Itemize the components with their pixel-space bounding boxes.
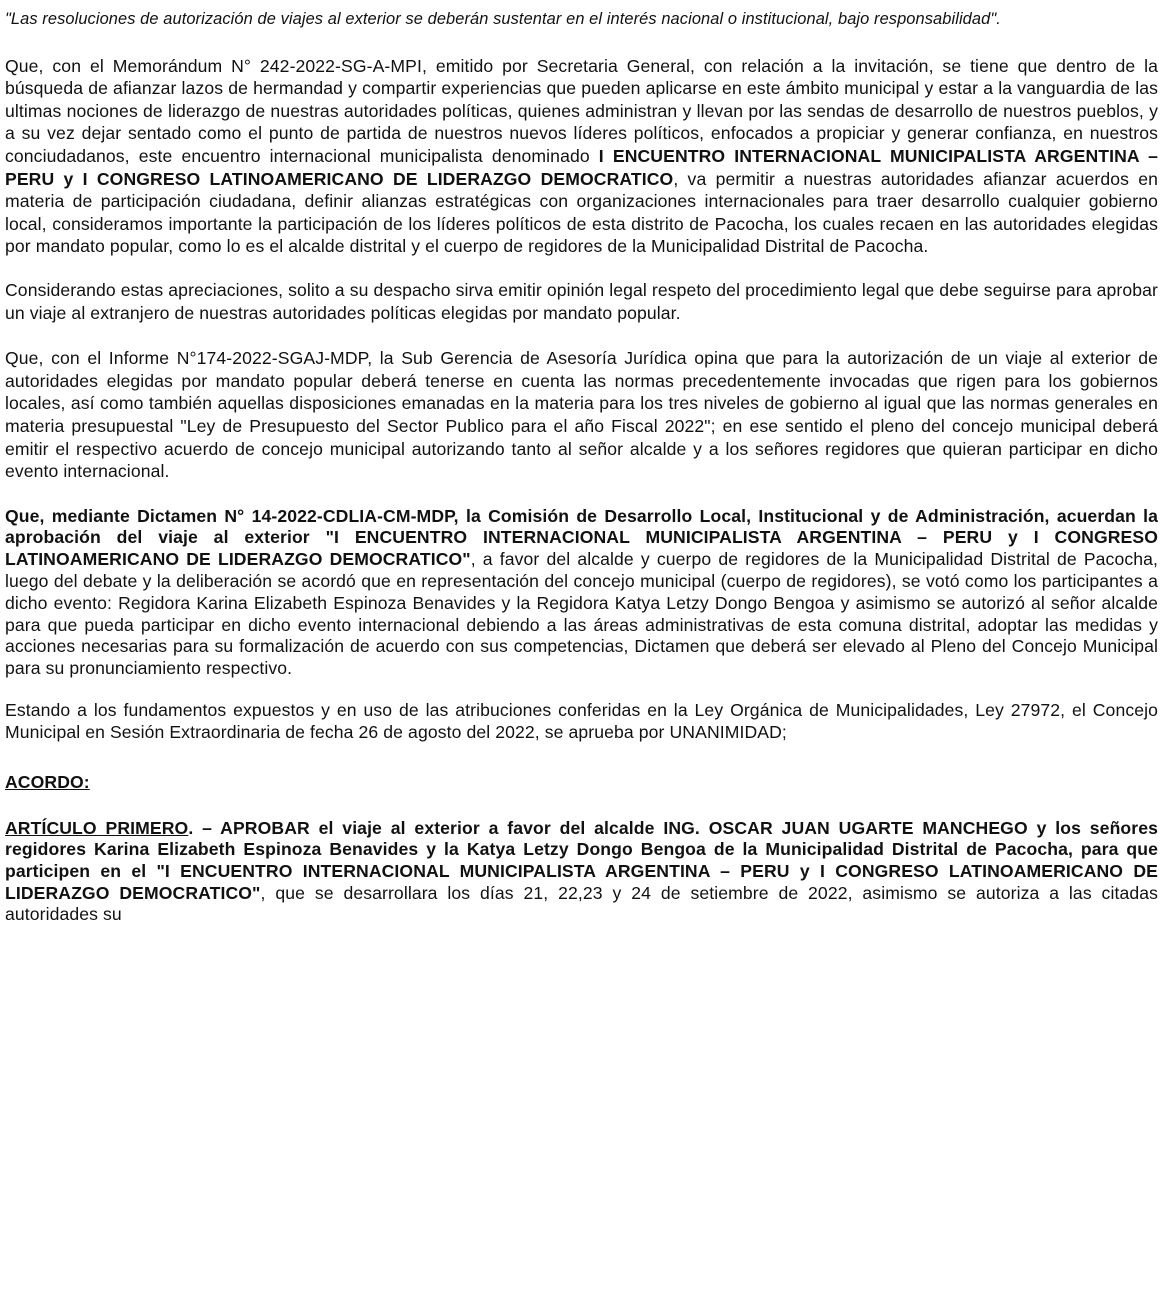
paragraph-fundamentos: Estando a los fundamentos expuestos y en uso de las atribuciones conferidas en la Ley Orgánica de Municipalidades, Ley 27972, el Concejo Municipal en Sesión Extraordinaria de fecha 26 de agosto del 2022, se aprueba por UNANIMIDAD; bbox=[5, 700, 1158, 742]
event-name: I ENCUENTRO INTERNACIONAL MUNICIPALISTA ARGENTINA – PERU y I CONGRESO LATINOAMERICANO DE LIDERAZGO DEMOCRATICO bbox=[5, 145, 1158, 189]
section-heading-acordo: ACORDO: bbox=[5, 772, 90, 793]
memorandum-text-cont: , va permitir a nuestras autoridades afianzar acuerdos en materia de participación ciudadana, definir alianzas estratégicas con organizaciones internacionales para traer desarrollo cualquier gobierno local, consideramos importante la participación de los líderes políticos de esta distrito de Pacocha, los cuales recaen en las autoridades elegidas por mandato popular, como lo es el alcalde distrital y el cuerpo de regidores de la Municipalidad Distrital de Pacocha. bbox=[5, 168, 1159, 257]
legal-quote: "Las resoluciones de autorización de viajes al exterior se deberán sustentar en el interés nacional o institucional, bajo responsabilidad". bbox=[5, 10, 1001, 28]
paragraph-memorandum bbox=[5, 55, 1158, 258]
paragraph-considerando: Considerando estas apreciaciones, solito a su despacho sirva emitir opinión legal respeto del procedimiento legal que debe seguirse para aprobar un viaje al extranjero de nuestras autoridades políticas elegidas por mandato popular. bbox=[5, 279, 1158, 323]
article-label: ARTÍCULO PRIMERO bbox=[5, 817, 189, 838]
dictamen-text: , a favor del alcalde y cuerpo de regidores de la Municipalidad Distrital de Pacocha, luego del debate y la deliberación se acordó que en representación del concejo municipal (cuerpo de regidores), se votó como los participantes a dicho evento: Regidora Karina Elizabeth Espinoza Benavides y la Regidora Katya Letzy Dongo Bengoa y asimismo se autorizó al señor alcalde para que pueda participar en dicho evento internacional debiendo a las áreas administrativas de esta comuna distrital, adoptar las medidas y acciones necesarias para su formalización de acuerdo con sus competencias, Dictamen que deberá ser elevado al Pleno del Concejo Municipal para su pronunciamiento respectivo. bbox=[5, 549, 1158, 679]
article-text: , que se desarrollara los días 21, 22,23 y 24 de setiembre de 2022, asimismo se autoriza a las citadas autoridades su bbox=[5, 882, 1159, 925]
dictamen-bold-text: Que, mediante Dictamen N° 14-2022-CDLIA-CM-MDP, la Comisión de Desarrollo Local, Institucional y de Administración, acuerdan la aprobación del viaje al exterior "I ENCUENTRO INTERNACIONAL MUNICIPALISTA ARGENTINA – PERU y I CONGRESO LATINOAMERICANO DE LIDERAZGO DEMOCRATICO" bbox=[5, 505, 1158, 570]
article-bold-text: . – APROBAR el viaje al exterior a favor del alcalde ING. OSCAR JUAN UGARTE MANCHEGO y los señores regidores Karina Elizabeth Espinoza Benavides y la Katya Letzy Dongo Bengoa de la Municipalidad Distrital de Pacocha, para que participen en el "I ENCUENTRO INTERNACIONAL MUNICIPALISTA ARGENTINA – PERU y I CONGRESO LATINOAMERICANO DE LIDERAZGO DEMOCRATICO" bbox=[5, 817, 1158, 903]
paragraph-informe: Que, con el Informe N°174-2022-SGAJ-MDP, la Sub Gerencia de Asesoría Jurídica opina que para la autorización de un viaje al exterior de autoridades elegidas por mandato popular deberá tenerse en cuenta las normas precedentemente invocadas que rigen para los gobiernos locales, así como también aquellas disposiciones emanadas en la materia para los tres niveles de gobierno al igual que las normas generales en materia presupuestal "Ley de Presupuesto del Sector Publico para el año Fiscal 2022"; en ese sentido el pleno del concejo municipal deberá emitir el respectivo acuerdo de concejo municipal autorizando tanto al señor alcalde y a los señores regidores que quieran participar en dicho evento internacional. bbox=[5, 348, 1158, 482]
paragraph-dictamen bbox=[5, 506, 1158, 680]
memorandum-text: Que, con el Memorándum N° 242-2022-SG-A-MPI, emitido por Secretaria General, con relación a la invitación, se tiene que dentro de la búsqueda de afianzar lazos de hermandad y compartir experiencias que pueden aplicarse en este ámbito municipal y estar a la vanguardia de las ultimas nociones de liderazgo de nuestras autoridades políticas, quienes administran y llevan por las sendas de desarrollo de nuestros pueblos, y a su vez dejar sentado como el punto de partida de nuestros nuevos líderes políticos, enfocados a propiciar y generar confianza, en nuestros conciudadanos, este encuentro internacional municipalista denominado bbox=[5, 55, 1158, 166]
article-primero bbox=[5, 818, 1158, 926]
